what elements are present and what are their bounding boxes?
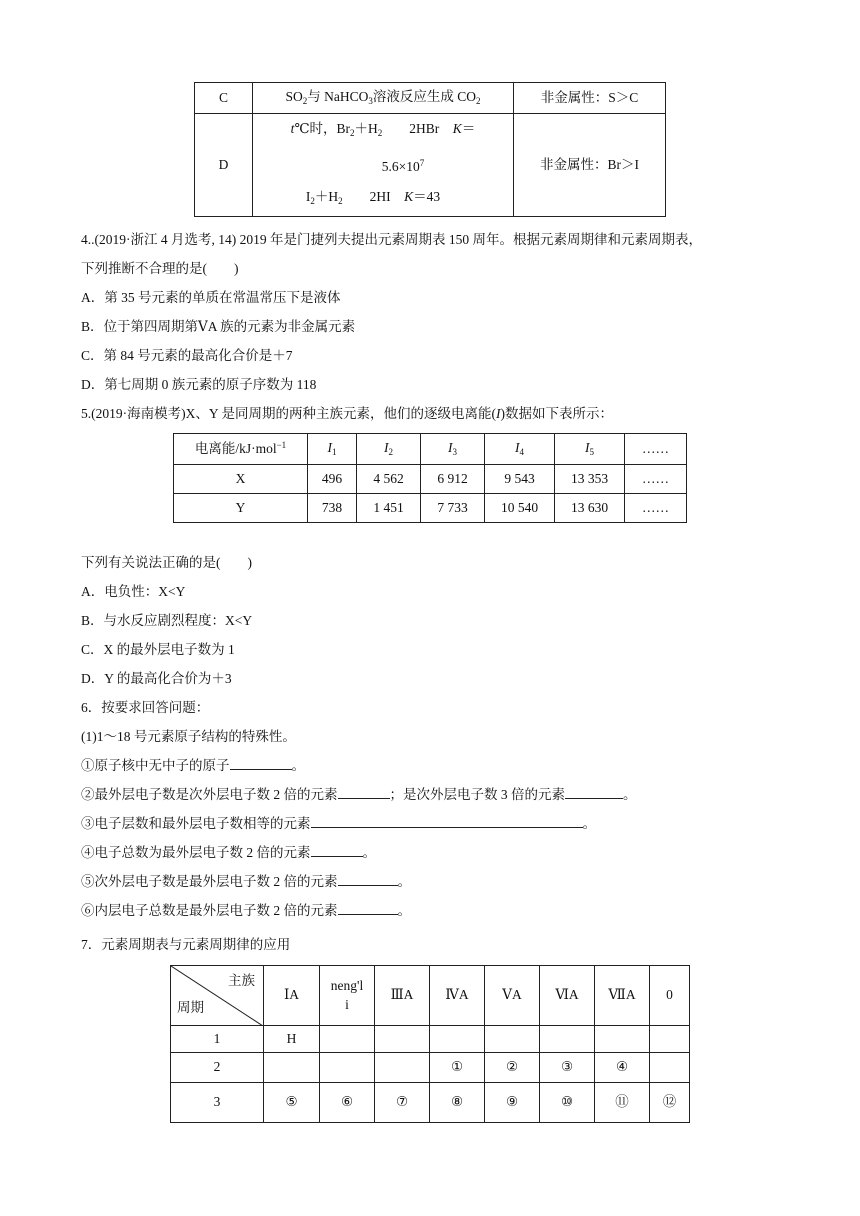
element-cell xyxy=(430,1026,485,1053)
table-row xyxy=(174,465,687,494)
item-text: 。 xyxy=(291,758,305,773)
q6-sub1: (1)1～18 号元素原子结构的特殊性。 xyxy=(81,729,296,744)
subscript: 3 xyxy=(452,447,457,458)
header-label-text: 电离能/kJ·mol xyxy=(194,441,277,457)
table-header-row xyxy=(171,966,690,1026)
item-text: ⑤次外层电子数是最外层电子数 2 倍的元素 xyxy=(81,874,338,889)
period-label: 1 xyxy=(171,1026,264,1053)
period-label: 3 xyxy=(171,1083,264,1123)
answer-blank[interactable] xyxy=(565,786,623,799)
group-header: ⅦA xyxy=(595,966,650,1026)
element-cell: ⑦ xyxy=(375,1083,430,1123)
column-header xyxy=(421,434,485,465)
element-cell: ⑪ xyxy=(595,1083,650,1123)
item-text: 。 xyxy=(623,787,637,802)
column-header xyxy=(555,434,625,465)
item-text: ⑥内层电子总数是最外层电子数 2 倍的元素 xyxy=(81,903,338,918)
group-header: ⅢA xyxy=(375,966,430,1026)
reaction-text: ＋H xyxy=(354,121,378,136)
reaction-d xyxy=(253,114,514,217)
element-cell xyxy=(375,1053,430,1083)
conclusion-d: 非金属性：Br＞I xyxy=(514,114,666,217)
reaction-text: ℃时，Br xyxy=(294,121,351,136)
group-header: 0 xyxy=(650,966,690,1026)
group-header: ⅣA xyxy=(430,966,485,1026)
subscript: 3 xyxy=(368,96,373,107)
table-cell: 496 xyxy=(308,465,357,494)
item-text: 。 xyxy=(582,816,596,831)
group-header: ⅥA xyxy=(540,966,595,1026)
q4-stem-line1: 4..(2019·浙江 4 月选考, 14) 2019 年是门捷列夫提出元素周期表 150 周年。根据元素周期律和元素周期表， xyxy=(81,232,702,247)
table-row xyxy=(195,83,666,114)
column-header-ellipsis: …… xyxy=(625,434,687,465)
subscript: 2 xyxy=(338,196,343,206)
element-cell: ⑤ xyxy=(264,1083,320,1123)
corner-top-label: 主族 xyxy=(228,973,255,988)
k-symbol: K xyxy=(452,121,462,136)
subscript: 1 xyxy=(332,447,337,458)
element-cell xyxy=(485,1026,540,1053)
q4-option-b: B．位于第四周期第ⅤA 族的元素为非金属元素 xyxy=(81,319,356,334)
reaction-text: 5.6×10 xyxy=(381,159,420,174)
item-text: ①原子核中无中子的原子 xyxy=(81,758,230,773)
q5-stem-text: 5.(2019·海南模考)X、Y 是同周期的两种主族元素，他们的逐级电离能( xyxy=(81,406,496,421)
subscript: 2 xyxy=(377,128,383,138)
element-cell xyxy=(595,1026,650,1053)
period-label: 2 xyxy=(171,1053,264,1083)
subscript: 2 xyxy=(302,96,308,107)
element-cell: ⑫ xyxy=(650,1083,690,1123)
element-cell xyxy=(650,1026,690,1053)
q5-option-b: B．与水反应剧烈程度：X<Y xyxy=(81,613,253,628)
column-header xyxy=(308,434,357,465)
table-cell: 13 353 xyxy=(555,465,625,494)
corner-header xyxy=(171,966,264,1026)
item-text: ④电子总数为最外层电子数 2 倍的元素 xyxy=(81,845,311,860)
table-cell: 6 912 xyxy=(421,465,485,494)
table-cell: 9 543 xyxy=(485,465,555,494)
answer-blank[interactable] xyxy=(311,815,583,828)
element-cell xyxy=(375,1026,430,1053)
table-row xyxy=(195,114,666,217)
element-cell: ⑩ xyxy=(540,1083,595,1123)
element-cell: ④ xyxy=(595,1053,650,1083)
element-cell xyxy=(264,1053,320,1083)
superscript: 7 xyxy=(419,158,425,168)
q5-option-c: C．X 的最外层电子数为 1 xyxy=(81,642,235,657)
q5-option-d: D．Y 的最高化合价为＋3 xyxy=(81,671,232,686)
table-header-row xyxy=(174,434,687,465)
table-row xyxy=(174,494,687,523)
reaction-text: I xyxy=(305,189,311,204)
corner-bottom-label: 周期 xyxy=(177,999,204,1015)
reaction-text: ＝43 xyxy=(413,189,441,204)
symbol: I xyxy=(585,440,590,456)
table-cell: …… xyxy=(625,494,687,523)
element-cell: ③ xyxy=(540,1053,595,1083)
item-text: ②最外层电子数是次外层电子数 2 倍的元素 xyxy=(81,787,338,802)
group-header: ⅠA xyxy=(264,966,320,1026)
reaction-text: 2HI xyxy=(369,189,391,204)
q6-item-4 xyxy=(81,843,376,863)
q5-question: 下列有关说法正确的是( ) xyxy=(81,555,252,570)
table-cell: 10 540 xyxy=(485,494,555,523)
symbol: I xyxy=(327,440,332,456)
element-cell: ⑥ xyxy=(320,1083,375,1123)
table-row xyxy=(171,1083,690,1123)
row-label-c: C xyxy=(195,83,253,114)
element-cell: ⑨ xyxy=(485,1083,540,1123)
reaction-d-line1 xyxy=(253,114,513,148)
item-text: 。 xyxy=(397,903,411,918)
element-cell: H xyxy=(264,1026,320,1053)
row-label-d: D xyxy=(195,114,253,217)
reaction-text: 2HBr xyxy=(409,121,440,136)
conclusion-c: 非金属性：S＞C xyxy=(514,83,666,114)
q6-item-1 xyxy=(81,756,305,776)
column-header xyxy=(357,434,421,465)
symbol: I xyxy=(384,440,389,456)
table-cell: 738 xyxy=(308,494,357,523)
q6-item-3 xyxy=(81,814,596,834)
symbol: I xyxy=(448,440,453,456)
q6-item-6 xyxy=(81,901,411,921)
reaction-text: 与 NaHCO xyxy=(307,89,369,105)
q5-stem xyxy=(81,404,613,424)
q7-title: 7．元素周期表与元素周期律的应用 xyxy=(81,937,291,952)
group-header: ⅤA xyxy=(485,966,540,1026)
answer-blank[interactable] xyxy=(230,757,292,770)
table-cell: 7 733 xyxy=(421,494,485,523)
group-header xyxy=(320,966,375,1026)
reaction-d-line3 xyxy=(233,182,513,216)
comparison-table-cd xyxy=(194,82,666,217)
element-cell: ② xyxy=(485,1053,540,1083)
subscript: 2 xyxy=(350,128,355,138)
element-cell: ① xyxy=(430,1053,485,1083)
element-cell xyxy=(320,1026,375,1053)
temperature-symbol: t xyxy=(290,121,295,136)
answer-blank[interactable] xyxy=(338,902,398,915)
q6-item-5 xyxy=(81,872,411,892)
table-row xyxy=(171,1026,690,1053)
item-text: 。 xyxy=(362,845,376,860)
item-text: 。 xyxy=(397,874,411,889)
subscript: 2 xyxy=(310,196,315,206)
reaction-d-line2 xyxy=(293,148,513,182)
superscript: −1 xyxy=(276,440,287,451)
q4-option-c: C．第 84 号元素的最高化合价是＋7 xyxy=(81,348,293,363)
k-symbol: K xyxy=(404,189,414,204)
q5-stem-text: )数据如下表所示： xyxy=(500,406,613,421)
periodic-table-grid xyxy=(170,965,690,1123)
subscript: 2 xyxy=(476,96,481,107)
answer-blank[interactable] xyxy=(338,786,390,799)
q5-stem-symbol: I xyxy=(495,406,501,421)
q4-stem-line2: 下列推断不合理的是( ) xyxy=(81,261,239,276)
subscript: 2 xyxy=(388,447,393,458)
subscript: 4 xyxy=(519,447,524,458)
symbol: I xyxy=(515,440,520,456)
reaction-text: ＝ xyxy=(461,121,476,136)
table-cell: 13 630 xyxy=(555,494,625,523)
item-text: ③电子层数和最外层电子数相等的元素 xyxy=(81,816,311,831)
element-cell: ⑧ xyxy=(430,1083,485,1123)
element-cell xyxy=(540,1026,595,1053)
reaction-text: ＋H xyxy=(314,189,339,204)
reaction-c xyxy=(253,83,514,114)
group-header-line: i xyxy=(345,996,349,1012)
answer-blank[interactable] xyxy=(338,873,398,886)
table-cell: 1 451 xyxy=(357,494,421,523)
element-cell xyxy=(320,1053,375,1083)
reaction-text: 溶液反应生成 CO xyxy=(372,89,477,105)
answer-blank[interactable] xyxy=(311,844,363,857)
q4-option-d: D．第七周期 0 族元素的原子序数为 118 xyxy=(81,377,317,392)
reaction-text: SO xyxy=(285,89,303,105)
item-text: ；是次外层电子数 3 倍的元素 xyxy=(389,787,565,802)
q5-option-a: A．电负性：X<Y xyxy=(81,584,186,599)
header-label xyxy=(174,434,308,465)
group-header-line: neng'l xyxy=(330,978,364,994)
subscript: 5 xyxy=(589,447,594,458)
q6-item-2 xyxy=(81,785,637,805)
table-cell: 4 562 xyxy=(357,465,421,494)
column-header xyxy=(485,434,555,465)
table-cell: …… xyxy=(625,465,687,494)
q6-title: 6．按要求回答问题： xyxy=(81,700,210,715)
table-row xyxy=(171,1053,690,1083)
q4-option-a: A．第 35 号元素的单质在常温常压下是液体 xyxy=(81,290,341,305)
element-cell xyxy=(650,1053,690,1083)
row-name: Y xyxy=(174,494,308,523)
ionization-energy-table xyxy=(173,433,687,523)
row-name: X xyxy=(174,465,308,494)
